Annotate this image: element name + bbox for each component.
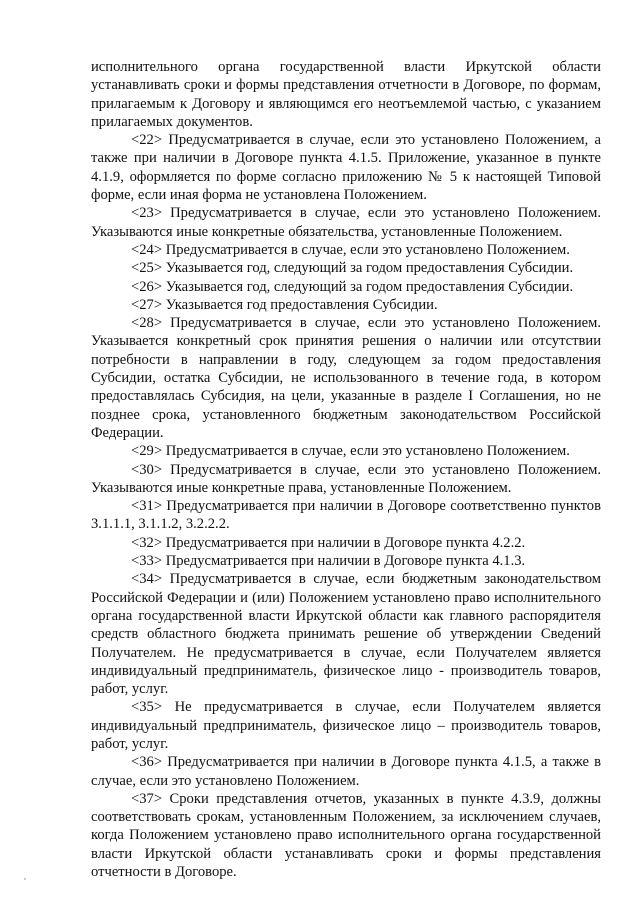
- footnote-25: <25> Указывается год, следующий за годом предоставления Субсидии.: [131, 260, 574, 277]
- footnote-22: <22> Предусматривается в случае, если это установлено Положением, а также при наличии в Договоре пункта 4.1.5. Приложение, указанное в пункте 4.1.9, оформляется по форме согласно приложению № 5 к настоящей Типовой форме, если иная форма не установлена Положением.: [91, 132, 601, 204]
- footnote-36: <36> Предусматривается при наличии в Договоре пункта 4.1.5, а также в случае, если это установлено Положением.: [91, 754, 601, 789]
- footnote-29: <29> Предусматривается в случае, если это установлено Положением.: [131, 443, 570, 460]
- footnote-34: <34> Предусматривается в случае, если бюджетным законодательством Российской Федерации и (или) Положением установлено право исполнительного органа государственной власти Иркутской области как главного распорядителя средств областного бюджета принимать решение об утверждении Сведений Получателем. Не предусматривается в случае, если Получателем является индивидуальный предприниматель, физическое лицо - производитель товаров, работ, услуг.: [91, 571, 601, 698]
- footnote-35: <35> Не предусматривается в случае, если Получателем является индивидуальный предприниматель, физическое лицо – производитель товаров, работ, услуг.: [91, 699, 601, 752]
- footnote-23: <23> Предусматривается в случае, если это установлено Положением. Указываются иные конкретные обязательства, установленные Положением.: [91, 205, 601, 240]
- footnote-28: <28> Предусматривается в случае, если это установлено Положением. Указывается конкретный срок принятия решения о наличии или отсутствии потребности в направлении в году, следующем за годом предоставления Субсидии, остатка Субсидии, не использованного в течение года, в котором предоставлялась Субсидия, на цели, указанные в разделе I Соглашения, но не позднее срока, установленного бюджетным законодательством Российской Федерации.: [91, 315, 601, 441]
- footnote-31: <31> Предусматривается при наличии в Договоре соответственно пунктов 3.1.1.1, 3.1.1.2, 3.2.2.2.: [91, 498, 601, 533]
- footnote-24: <24> Предусматривается в случае, если это установлено Положением.: [131, 241, 570, 258]
- document-page: [91, 58, 601, 881]
- paragraph-continuation: исполнительного органа государственной власти Иркутской области устанавливать сроки и формы представления отчетности в Договоре, по формам, прилагаемым к Договору и являющимся его неотъемлемой частью, с указанием прилагаемых документов.: [91, 59, 601, 130]
- footnote-32: <32> Предусматривается при наличии в Договоре пункта 4.2.2.: [131, 534, 526, 551]
- footnote-27: <27> Указывается год предоставления Субсидии.: [131, 296, 438, 313]
- footnote-30: <30> Предусматривается в случае, если это установлено Положением. Указываются иные конкретные права, установленные Положением.: [91, 461, 601, 496]
- footnote-26: <26> Указывается год, следующий за годом предоставления Субсидии.: [131, 278, 574, 295]
- footnote-37: <37> Сроки представления отчетов, указанных в пункте 4.3.9, должны соответствовать срокам, установленным Положением, за исключением случаев, когда Положением установлено право исполнительного органа государственной власти Иркутской области устанавливать сроки и формы представления отчетности в Договоре.: [91, 790, 601, 881]
- footnote-33: <33> Предусматривается при наличии в Договоре пункта 4.1.3.: [131, 553, 526, 570]
- scan-speck: [24, 878, 26, 880]
